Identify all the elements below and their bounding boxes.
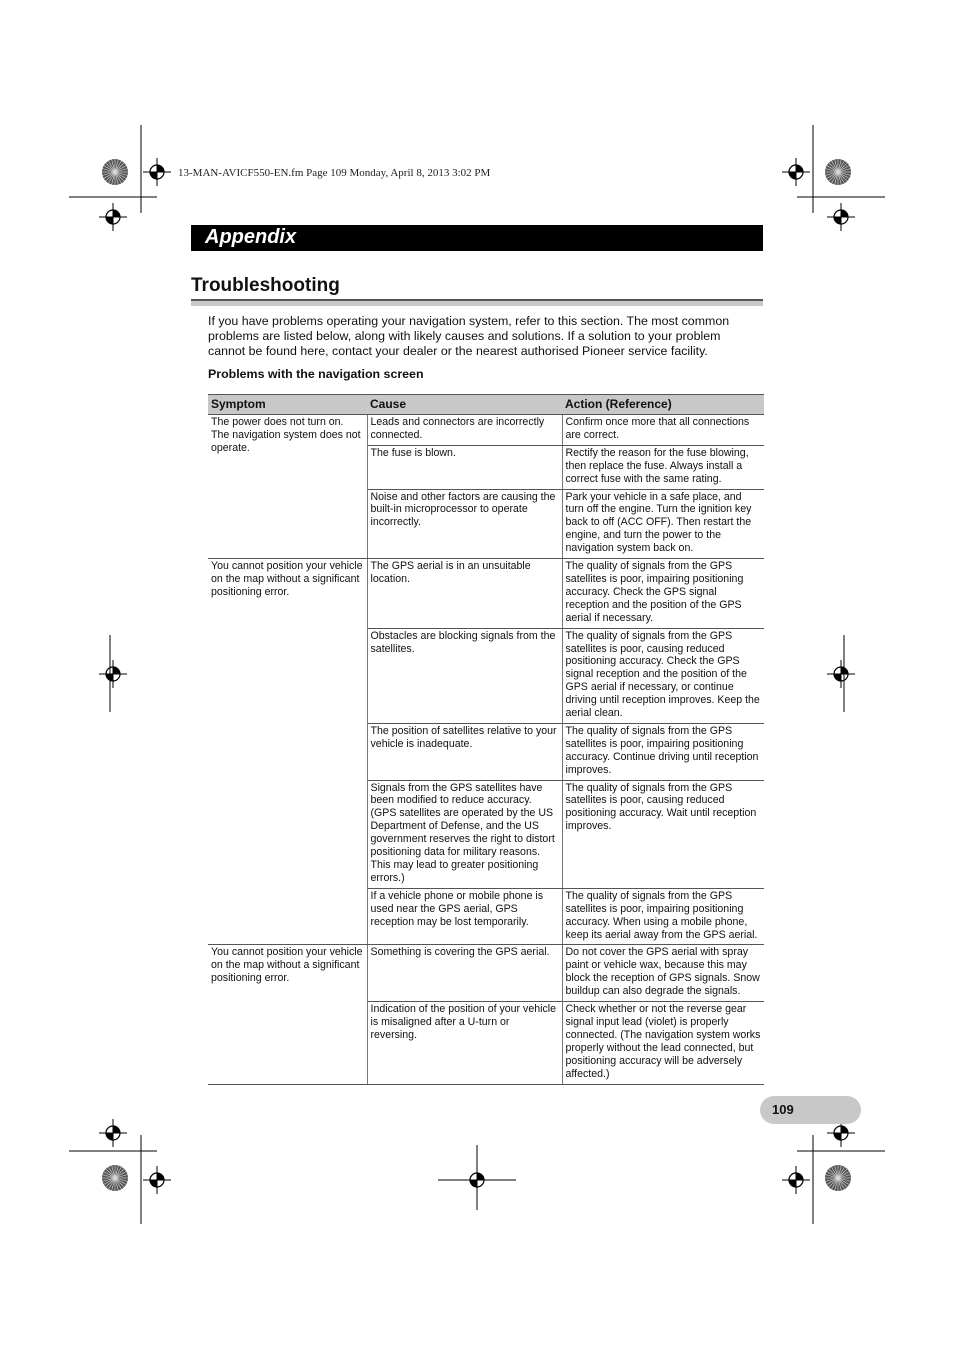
page-number: 109: [772, 1102, 794, 1117]
symptom-cell: You cannot position your vehicle on the map without a significant positioning error.: [208, 945, 367, 1084]
cause-cell: The position of satellites relative to your vehicle is inadequate.: [367, 723, 562, 780]
chapter-bar: [191, 225, 763, 251]
action-cell: Do not cover the GPS aerial with spray paint or vehicle wax, because this may block the reception of GPS signals. Snow buildup can also degrade the signals.: [562, 945, 764, 1002]
action-cell: The quality of signals from the GPS satellites is poor, causing reduced positioning accuracy. Wait until reception improves.: [562, 780, 764, 888]
symptom-cell: The power does not turn on. The navigation system does not operate.: [208, 415, 367, 559]
troubleshooting-table: [208, 394, 764, 1085]
action-cell: Rectify the reason for the fuse blowing, then replace the fuse. Always install a correct fuse with the same rating.: [562, 445, 764, 489]
action-cell: The quality of signals from the GPS satellites is poor, impairing positioning accuracy. Check the GPS signal reception and the position of the GPS aerial if necessary.: [562, 559, 764, 629]
symptom-cell: You cannot position your vehicle on the map without a significant positioning error.: [208, 559, 367, 945]
section-title: Troubleshooting: [191, 275, 340, 296]
cause-cell: If a vehicle phone or mobile phone is used near the GPS aerial, GPS reception may be lost temporarily.: [367, 888, 562, 945]
header-action: Action (Reference): [562, 395, 764, 415]
action-cell: The quality of signals from the GPS satellites is poor, impairing positioning accuracy. When using a mobile phone, keep its aerial away from the GPS aerial.: [562, 888, 764, 945]
table-subheading: Problems with the navigation screen: [208, 367, 424, 381]
section-rule: [191, 299, 763, 306]
table-row: [208, 945, 764, 1002]
cause-cell: The fuse is blown.: [367, 445, 562, 489]
table-header-row: [208, 395, 764, 415]
intro-paragraph: If you have problems operating your navigation system, refer to this section. The most common problems are listed below, along with likely causes and solutions. If a solution to your problem cannot be found here, contact your dealer or the nearest authorised Pioneer service facility.: [208, 314, 730, 358]
cause-cell: Something is covering the GPS aerial.: [367, 945, 562, 1002]
chapter-title: Appendix: [205, 226, 297, 248]
cause-cell: The GPS aerial is in an unsuitable location.: [367, 559, 562, 629]
header-symptom: Symptom: [208, 395, 367, 415]
cause-cell: Indication of the position of your vehicle is misaligned after a U-turn or reversing.: [367, 1002, 562, 1084]
action-cell: Check whether or not the reverse gear signal input lead (violet) is properly connected. (The navigation system works properly without the lead connected, but positioning accuracy will be adversely affected.): [562, 1002, 764, 1084]
color-bar-rosette-icon: [825, 159, 851, 185]
cause-cell: Noise and other factors are causing the built-in microprocessor to operate incorrectly.: [367, 489, 562, 559]
cause-cell: Signals from the GPS satellites have been modified to reduce accuracy. (GPS satellites are operated by the US Department of Defense, and the US government reserves the right to distort positioning data for military reasons. This may lead to greater positioning errors.): [367, 780, 562, 888]
color-bar-rosette-icon: [825, 1165, 851, 1191]
file-info-header: 13-MAN-AVICF550-EN.fm Page 109 Monday, April 8, 2013 3:02 PM: [178, 167, 491, 179]
action-cell: Confirm once more that all connections are correct.: [562, 415, 764, 446]
action-cell: Park your vehicle in a safe place, and turn off the engine. Turn the ignition key back to off (ACC OFF). Then restart the engine, and turn the power to the navigation system back on.: [562, 489, 764, 559]
cause-cell: Leads and connectors are incorrectly connected.: [367, 415, 562, 446]
cause-cell: Obstacles are blocking signals from the satellites.: [367, 628, 562, 723]
color-bar-rosette-icon: [102, 159, 128, 185]
action-cell: The quality of signals from the GPS satellites is poor, causing reduced positioning accuracy. Check the GPS signal reception and the position of the GPS aerial if necessary, or continue driving until reception improves. Keep the aerial clean.: [562, 628, 764, 723]
action-cell: The quality of signals from the GPS satellites is poor, impairing positioning accuracy. Continue driving until reception improves.: [562, 723, 764, 780]
table-row: [208, 415, 764, 446]
header-cause: Cause: [367, 395, 562, 415]
table-row: [208, 559, 764, 629]
color-bar-rosette-icon: [102, 1165, 128, 1191]
